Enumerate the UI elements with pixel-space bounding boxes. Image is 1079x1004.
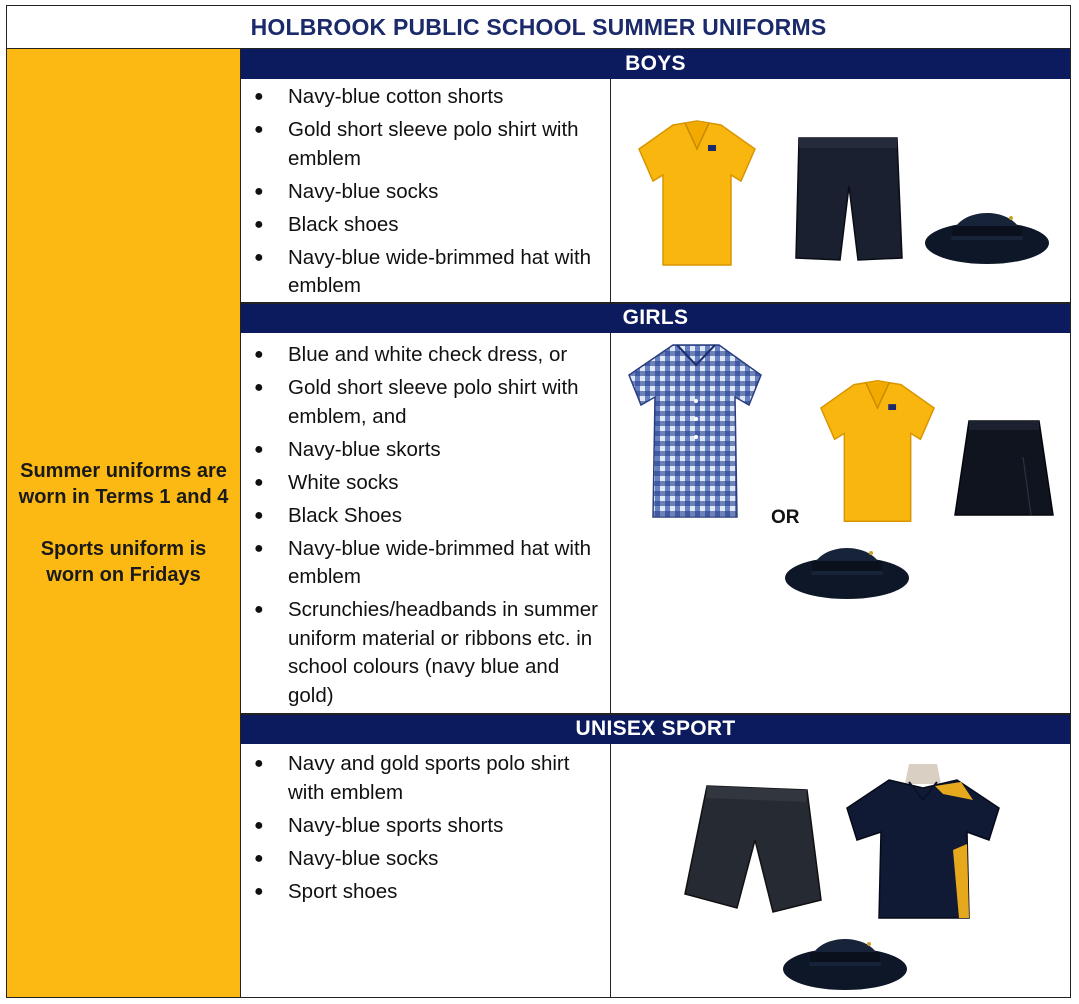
girls-list <box>241 341 610 710</box>
boys-list <box>241 83 610 301</box>
boys-list-cell <box>241 79 611 303</box>
girls-image-cell <box>611 333 1070 714</box>
sport-image-cell <box>611 744 1070 997</box>
list-item: ● White socks <box>254 470 399 494</box>
sport-header <box>241 714 1070 744</box>
navy-hat-image <box>923 196 1051 266</box>
sports-shorts-image <box>681 782 826 917</box>
gold-polo-shirt-image <box>635 119 760 267</box>
sidebar-note <box>7 49 241 997</box>
list-item: ● Blue and white check dress, or <box>254 343 568 366</box>
navy-skort-image <box>953 417 1057 519</box>
list-item: ● Navy-blue socks <box>254 179 439 203</box>
list-item: ● Navy-blue cotton shorts <box>254 85 504 108</box>
boys-image-cell <box>611 79 1070 303</box>
sports-polo-image <box>843 760 1003 920</box>
navy-hat-image <box>781 922 909 992</box>
check-dress-image <box>625 341 767 521</box>
list-item: ● Gold short sleeve polo shirt with emblem <box>254 118 579 170</box>
sport-list-cell <box>241 744 611 997</box>
sport-list <box>241 750 610 906</box>
boys-header <box>241 49 1070 79</box>
or-label: OR <box>771 507 800 528</box>
list-item: ● Navy-blue skorts <box>254 437 441 461</box>
navy-shorts-image <box>794 134 904 264</box>
girls-header-label: GIRLS <box>622 306 689 329</box>
list-item: ● Scrunchies/headbands in summer uniform material or ribbons etc. in school colours (navy blue and gold) <box>254 598 598 707</box>
terms-note: Summer uniforms are worn in Terms 1 and 4 <box>18 460 229 508</box>
girls-header <box>241 303 1070 333</box>
list-item: ● Navy and gold sports polo shirt with emblem <box>254 752 570 804</box>
uniform-table <box>6 5 1071 998</box>
list-item: ● Gold short sleeve polo shirt with emblem, and <box>254 376 579 428</box>
fridays-note: Sports uniform is worn on Fridays <box>40 538 207 586</box>
girls-list-cell <box>241 333 611 714</box>
title-row <box>7 6 1070 49</box>
list-item: ● Navy-blue sports shorts <box>254 813 504 837</box>
list-item: ● Navy-blue wide-brimmed hat with emblem <box>254 245 592 297</box>
navy-hat-image <box>783 531 911 601</box>
gold-polo-shirt-image <box>817 377 939 525</box>
list-item: ● Black shoes <box>254 212 399 236</box>
list-item: ● Sport shoes <box>254 879 398 903</box>
list-item: ● Navy-blue socks <box>254 846 439 870</box>
list-item: ● Black Shoes <box>254 503 402 527</box>
list-item: ● Navy-blue wide-brimmed hat with emblem <box>254 536 592 588</box>
sport-header-label: UNISEX SPORT <box>575 717 736 740</box>
page-title: HOLBROOK PUBLIC SCHOOL SUMMER UNIFORMS <box>250 13 827 40</box>
boys-header-label: BOYS <box>625 52 686 75</box>
